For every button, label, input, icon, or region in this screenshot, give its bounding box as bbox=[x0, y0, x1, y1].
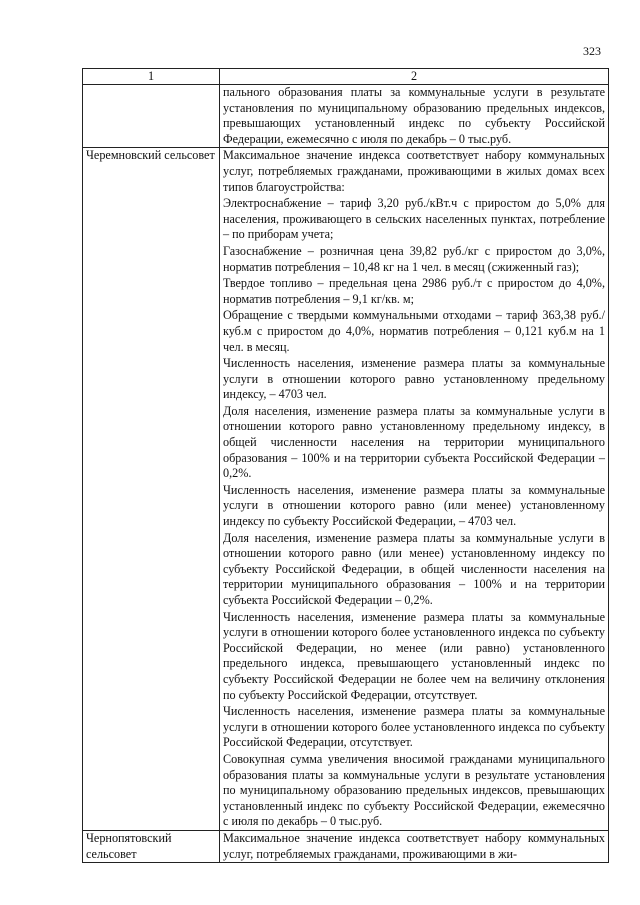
municipality-name bbox=[83, 85, 220, 148]
paragraph: Численность населения, изменение размера платы за коммунальные услуги в отношении которого равно (или менее) установленному индексу по субъекту Российской Федерации, – 4703 чел. bbox=[223, 482, 605, 529]
row-description bbox=[220, 830, 609, 862]
paragraph: Электроснабжение – тариф 3,20 руб./кВт.ч с приростом до 5,0% для населения, проживающего в сельских населенных пунктах, потребление – по приборам учета; bbox=[223, 196, 605, 242]
municipality-name: Черемновский сельсовет bbox=[83, 148, 220, 831]
paragraph: пального образования платы за коммунальные услуги в результате установления по муниципальному образованию предельных индексов, превышающих установленный индекс по субъекту Российской Федерации, ежемесячно с июля по декабрь – 0 тыс.руб. bbox=[223, 85, 605, 146]
table-row bbox=[83, 830, 609, 862]
paragraph: Численность населения, изменение размера платы за коммунальные услуги в отношении которого более установленного индекса по субъекту Российской Федерации, отсутствует. bbox=[223, 704, 605, 750]
paragraph: Доля населения, изменение размера платы за коммунальные услуги в отношении которого равно (или менее) установленному индексу по субъекту Российской Федерации, в общей численности населения на территории муниципального образования – 100% и на территории субъекта Российской Федерации – 0,2%. bbox=[223, 530, 605, 607]
tariff-table bbox=[82, 68, 609, 863]
paragraph: Численность населения, изменение размера платы за коммунальные услуги в отношении которого более установленного индекса по субъекту Российской Федерации, но менее (или равно) установленного предельного индекса, превышающего установленный индекс по субъекту Российской Федерации не более чем на величину отклонения по субъекту Российской Федерации, отсутствует. bbox=[223, 609, 605, 702]
paragraph: Совокупная сумма увеличения вносимой гражданами муниципального образования платы за коммунальные услуги в результате установления по муниципальному образованию предельных индексов, превышающих установленный индекс по субъекту Российской Федерации, ежемесячно с июля по декабрь – 0 тыс.руб. bbox=[223, 751, 605, 829]
paragraph: Газоснабжение – розничная цена 39,82 руб./кг с приростом до 3,0%, норматив потребления – 10,48 кг на 1 чел. в месяц (сжиженный газ); bbox=[223, 243, 605, 274]
municipality-name: Чернопятовский сельсовет bbox=[83, 830, 220, 862]
row-description bbox=[220, 85, 609, 148]
paragraph: Максимальное значение индекса соответствует набору коммунальных услуг, потребляемых гражданами, проживающими в жилых домах всех типов благоустройства: bbox=[223, 148, 605, 194]
column-header-1: 1 bbox=[83, 69, 220, 85]
column-header-2: 2 bbox=[220, 69, 609, 85]
paragraph: Численность населения, изменение размера платы за коммунальные услуги в отношении которого равно установленному предельному индексу, – 4703 чел. bbox=[223, 356, 605, 402]
paragraph: Доля населения, изменение размера платы за коммунальные услуги в отношении которого равно установленному предельному индексу, в общей численности населения на территории муниципального образования – 100% и на территории субъекта Российской Федерации – 0,2%. bbox=[223, 403, 605, 481]
table-row bbox=[83, 148, 609, 831]
paragraph: Максимальное значение индекса соответствует набору коммунальных услуг, потребляемых гражданами, проживающими в жи- bbox=[223, 830, 605, 861]
table-row bbox=[83, 85, 609, 148]
page-number: 323 bbox=[583, 44, 601, 58]
row-description bbox=[220, 148, 609, 831]
table-header-row bbox=[83, 69, 609, 85]
paragraph: Обращение с твердыми коммунальными отходами – тариф 363,38 руб./куб.м с приростом до 4,0%, норматив потребления – 0,121 куб.м на 1 чел. в месяц. bbox=[223, 308, 605, 354]
paragraph: Твердое топливо – предельная цена 2986 руб./т с приростом до 4,0%, норматив потребления – 9,1 кг/кв. м; bbox=[223, 276, 605, 306]
